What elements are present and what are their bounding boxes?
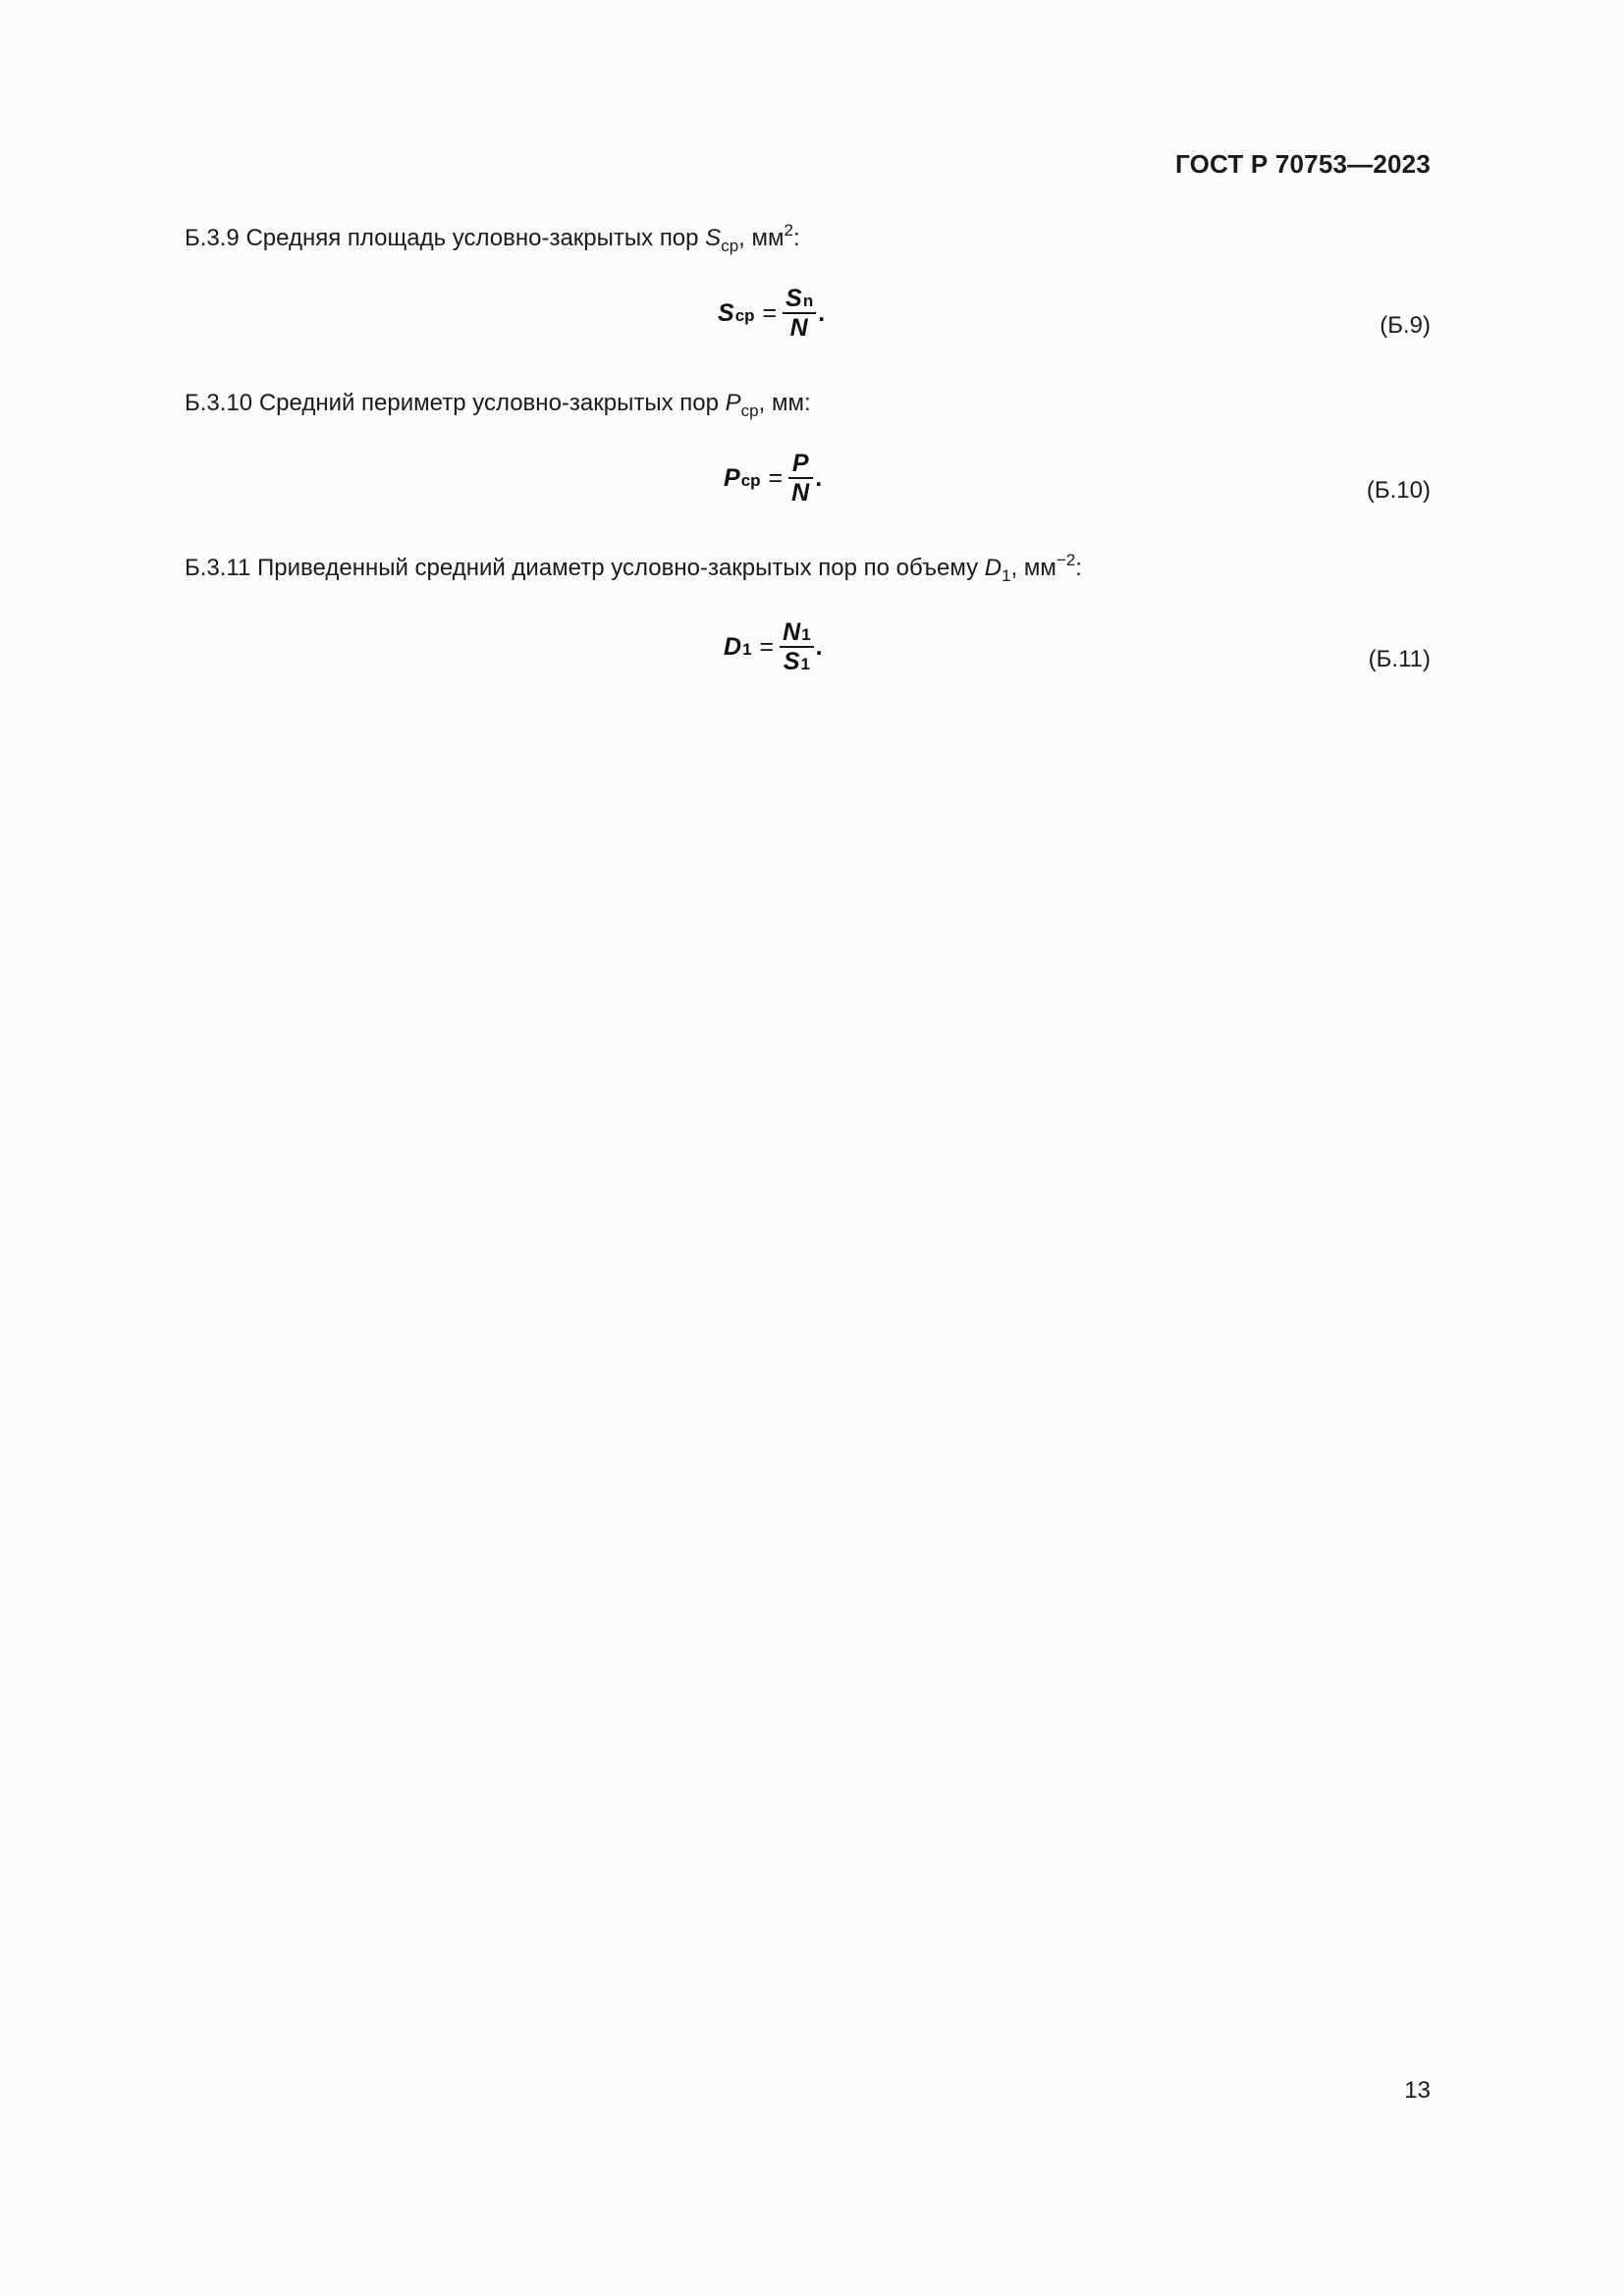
clause-symbol: D bbox=[984, 555, 1002, 581]
clause-text: Средний периметр условно-закрытых пор bbox=[258, 390, 726, 416]
formula-b-9 bbox=[0, 285, 1624, 353]
formula-expression bbox=[724, 450, 822, 507]
clause-text: Средняя площадь условно-закрытых пор bbox=[245, 225, 706, 251]
document-code-header: ГОСТ Р 70753—2023 bbox=[1175, 149, 1431, 179]
formula-fraction bbox=[780, 618, 814, 675]
formula-equals: = bbox=[759, 632, 775, 661]
formula-b-10 bbox=[0, 450, 1624, 518]
clause-unit-sup: 2 bbox=[784, 221, 793, 240]
clause-unit-sup: −2 bbox=[1056, 551, 1076, 569]
clause-number: Б.3.11 bbox=[185, 555, 251, 581]
clause-unit: , мм bbox=[738, 225, 785, 251]
clause-unit: , мм bbox=[758, 390, 804, 416]
fraction-numerator: N 1 bbox=[783, 618, 811, 646]
clause-number: Б.3.9 bbox=[185, 225, 240, 251]
formula-fraction bbox=[788, 450, 813, 507]
clause-symbol: S bbox=[705, 225, 722, 251]
clause-b-3-9 bbox=[185, 221, 800, 255]
fraction-numerator: S n bbox=[785, 285, 814, 312]
formula-fraction bbox=[783, 285, 816, 342]
formula-equals: = bbox=[768, 463, 784, 492]
fraction-denominator: N bbox=[791, 479, 810, 507]
equation-label: (Б.11) bbox=[1368, 646, 1431, 672]
formula-period: . bbox=[818, 298, 826, 327]
clause-symbol-sub: ср bbox=[740, 401, 759, 420]
clause-unit: , мм bbox=[1010, 555, 1056, 581]
clause-colon: : bbox=[1075, 555, 1082, 581]
equation-label: (Б.9) bbox=[1380, 312, 1431, 339]
clause-number: Б.3.10 bbox=[185, 390, 253, 416]
clause-text: Приведенный средний диаметр условно-закрытых пор по объему bbox=[257, 555, 985, 581]
formula-period: . bbox=[815, 463, 823, 492]
clause-symbol: P bbox=[725, 390, 741, 416]
clause-colon: : bbox=[792, 225, 800, 251]
clause-b-3-11 bbox=[185, 551, 1082, 585]
formula-expression bbox=[718, 285, 825, 342]
formula-b-11 bbox=[0, 618, 1624, 687]
clause-b-3-10 bbox=[185, 389, 811, 418]
page-number: 13 bbox=[1404, 2077, 1431, 2104]
fraction-denominator: S 1 bbox=[783, 648, 810, 675]
formula-lhs: D 1 bbox=[724, 632, 752, 661]
fraction-numerator: P bbox=[791, 450, 809, 477]
clause-symbol-sub: 1 bbox=[1001, 566, 1011, 585]
clause-colon: : bbox=[803, 390, 811, 416]
formula-lhs: P ср bbox=[724, 463, 761, 492]
formula-equals: = bbox=[762, 298, 778, 327]
clause-symbol-sub: ср bbox=[721, 237, 739, 255]
formula-period: . bbox=[815, 632, 823, 661]
formula-lhs: S ср bbox=[718, 298, 755, 327]
formula-expression bbox=[724, 618, 823, 675]
equation-label: (Б.10) bbox=[1366, 477, 1431, 504]
fraction-denominator: N bbox=[789, 314, 808, 342]
